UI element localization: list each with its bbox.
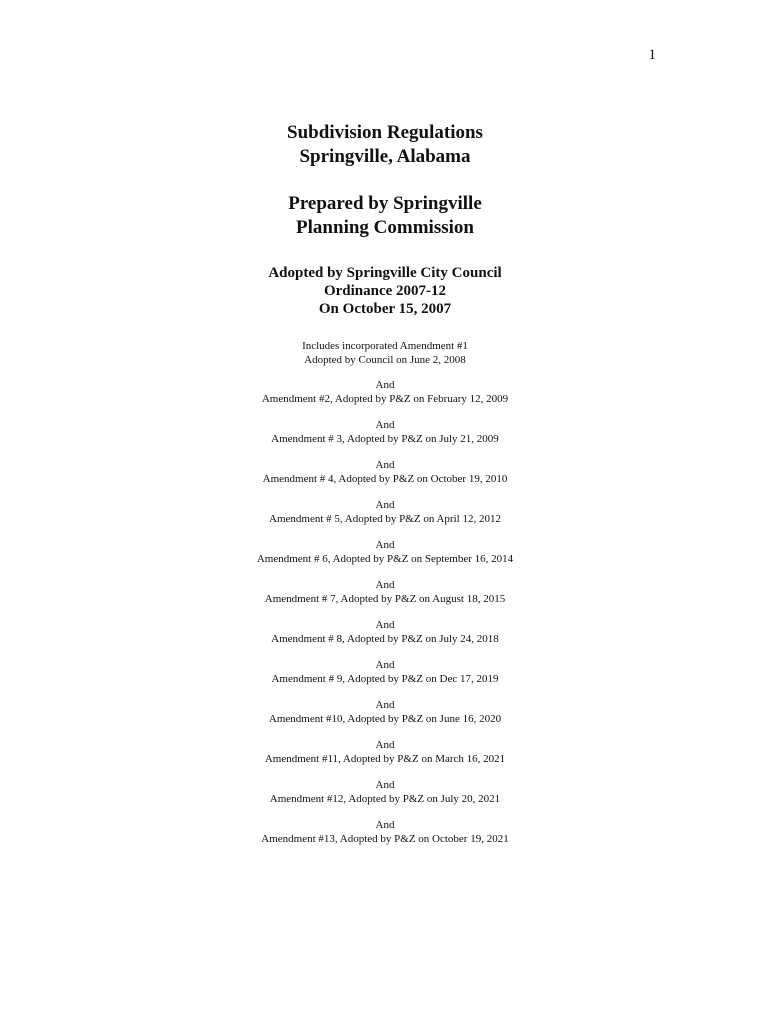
amendment-connector: And — [375, 779, 395, 791]
amendment-connector: And — [375, 539, 395, 551]
amendment-text: Amendment #13, Adopted by P&Z on October 19, 2021 — [261, 832, 509, 845]
amendment-connector: And — [375, 379, 395, 391]
amendment-connector: And — [375, 739, 395, 751]
amendment-item — [0, 739, 770, 766]
adopted-line-1: Adopted by Springville City Council — [268, 265, 502, 281]
amendment-connector: And — [375, 619, 395, 631]
amendment-text: Amendment # 9, Adopted by P&Z on Dec 17, 2019 — [271, 672, 499, 685]
amendment-connector: And — [375, 419, 395, 431]
amendment-text: Amendment #2, Adopted by P&Z on February 12, 2009 — [261, 392, 509, 405]
amendment-intro — [0, 339, 770, 367]
adopted-line-3: On October 15, 2007 — [318, 301, 452, 317]
amendment-item — [0, 819, 770, 846]
adoption-info — [0, 264, 770, 318]
amendment-item — [0, 459, 770, 486]
amendment-text: Amendment # 6, Adopted by P&Z on September 16, 2014 — [256, 552, 514, 565]
amendment-list — [0, 379, 770, 846]
amendment-text: Amendment # 4, Adopted by P&Z on October 19, 2010 — [262, 472, 508, 485]
amendment-text: Amendment # 7, Adopted by P&Z on August 18, 2015 — [264, 592, 506, 605]
prepared-line-2: Planning Commission — [296, 217, 474, 238]
title-line-1: Subdivision Regulations — [287, 122, 483, 143]
amendment-connector: And — [375, 499, 395, 511]
amendment-item — [0, 699, 770, 726]
amendment-item — [0, 419, 770, 446]
amendment-item — [0, 779, 770, 806]
document-body — [0, 121, 770, 859]
amendment-connector: And — [375, 579, 395, 591]
amendment-text: Amendment #10, Adopted by P&Z on June 16, 2020 — [268, 712, 502, 725]
amendment-text: Amendment # 8, Adopted by P&Z on July 24, 2018 — [271, 632, 499, 645]
title-line-2: Springville, Alabama — [299, 146, 471, 167]
amendment-text: Amendment # 5, Adopted by P&Z on April 12, 2012 — [269, 512, 501, 525]
prepared-by — [0, 192, 770, 240]
amendment-connector: And — [375, 459, 395, 471]
amendment-item — [0, 539, 770, 566]
adopted-line-2: Ordinance 2007-12 — [323, 283, 447, 299]
amendment-text: Amendment #11, Adopted by P&Z on March 16, 2021 — [264, 752, 506, 765]
amendment-connector: And — [375, 659, 395, 671]
page-number: 1 — [648, 47, 656, 63]
amendment-item — [0, 579, 770, 606]
prepared-line-1: Prepared by Springville — [288, 193, 482, 214]
amendment-text: Amendment # 3, Adopted by P&Z on July 21, 2009 — [271, 432, 499, 445]
amendment-connector: And — [375, 819, 395, 831]
amendment-intro-line-1: Includes incorporated Amendment #1 — [302, 340, 468, 352]
amendment-item — [0, 379, 770, 406]
amendment-item — [0, 619, 770, 646]
document-title — [0, 121, 770, 169]
amendment-connector: And — [375, 699, 395, 711]
amendment-text: Amendment #12, Adopted by P&Z on July 20, 2021 — [269, 792, 501, 805]
amendment-item — [0, 499, 770, 526]
amendment-item — [0, 659, 770, 686]
amendment-intro-line-2: Adopted by Council on June 2, 2008 — [304, 354, 466, 366]
